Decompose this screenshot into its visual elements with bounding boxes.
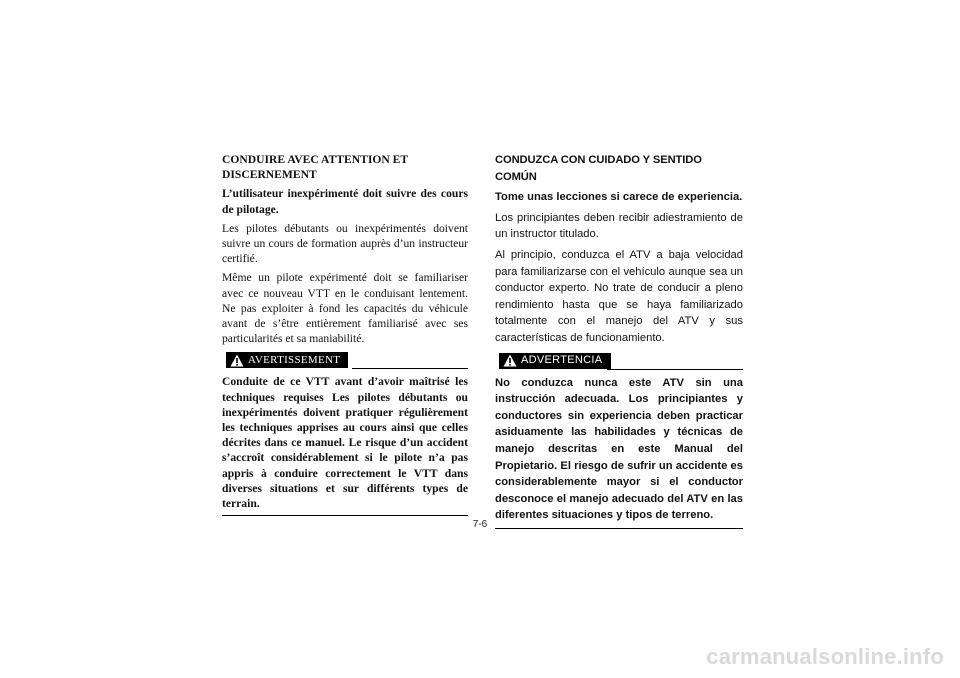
french-warning-label: AVERTISSEMENT [248,353,341,366]
french-warning-header [222,352,468,370]
spanish-column [495,152,743,529]
page-number: 7-6 [472,519,488,530]
french-paragraph-2: Même un pilote expérimenté doit se familiariser avec ce nouveau VTT en le conduisant lentement. Ne pas exploiter à fond les capacités du véhicule avant de s’être entièrement familiarisé avec ses particularités et sa maniabilité. [222,271,468,346]
french-lead: L’utilisateur inexpérimenté doit suivre des cours de pilotage. [222,187,468,216]
spanish-warning-rule [607,369,743,370]
french-warning-text: Conduite de ce VTT avant d’avoir maîtrisé les techniques requises Les pilotes débutants ou inexpérimentés doivent pratiquer régulièrement les techniques apprises au cours ainsi que celles décrites dans ce manuel. Le risque d’un accident s’accroît considérablement si le pilote n’a pas appris à conduire correctement le VTT dans diverses situations et sur différents types de terrain. [222,375,468,511]
spanish-warning-text: No conduzca nunca este ATV sin una instrucción adecuada. Los principiantes y conductores sin experiencia deben practicar asiduamente las habilidades y técnicas de manejo descritas en este Manual del Propietario. El riesgo de sufrir un accidente es considerablemente mayor si el conductor desconoce el manejo adecuado del ATV en las diferentes situaciones y tipos de terreno. [495,376,743,522]
watermark: carmanualsonline.info [706,644,944,669]
spanish-warning-label: ADVERTENCIA [521,354,603,367]
spanish-warning-header [495,353,743,371]
french-warning-end-rule [222,515,468,516]
spanish-section-title: CONDUZCA CON CUIDADO Y SENTIDO COMÚN [495,154,702,183]
french-paragraph-1: Les pilotes débutants ou inexpérimentés doivent suivre un cours de formation auprès d’un instructeur certifié. [222,221,468,266]
french-warning-badge [226,352,348,368]
spanish-paragraph-2: Al principio, conduzca el ATV a baja velocidad para familiarizarse con el vehículo aunque sea un conductor experto. No trate de conducir a pleno rendimiento hasta que se haya familiarizado totalmente con el manejo del ATV y sus características de funcionamiento. [495,248,743,344]
spanish-warning-badge [499,353,611,369]
french-warning-rule [352,368,468,369]
warning-triangle-icon [503,354,517,367]
warning-triangle-icon [230,354,244,367]
spanish-paragraph-1: Los principiantes deben recibir adiestramiento de un instructor titulado. [495,211,743,241]
french-section-title: CONDUIRE AVEC ATTENTION ET DISCERNEMENT [222,153,408,182]
french-column [222,152,468,516]
spanish-lead: Tome unas lecciones si carece de experiencia. [495,191,743,204]
